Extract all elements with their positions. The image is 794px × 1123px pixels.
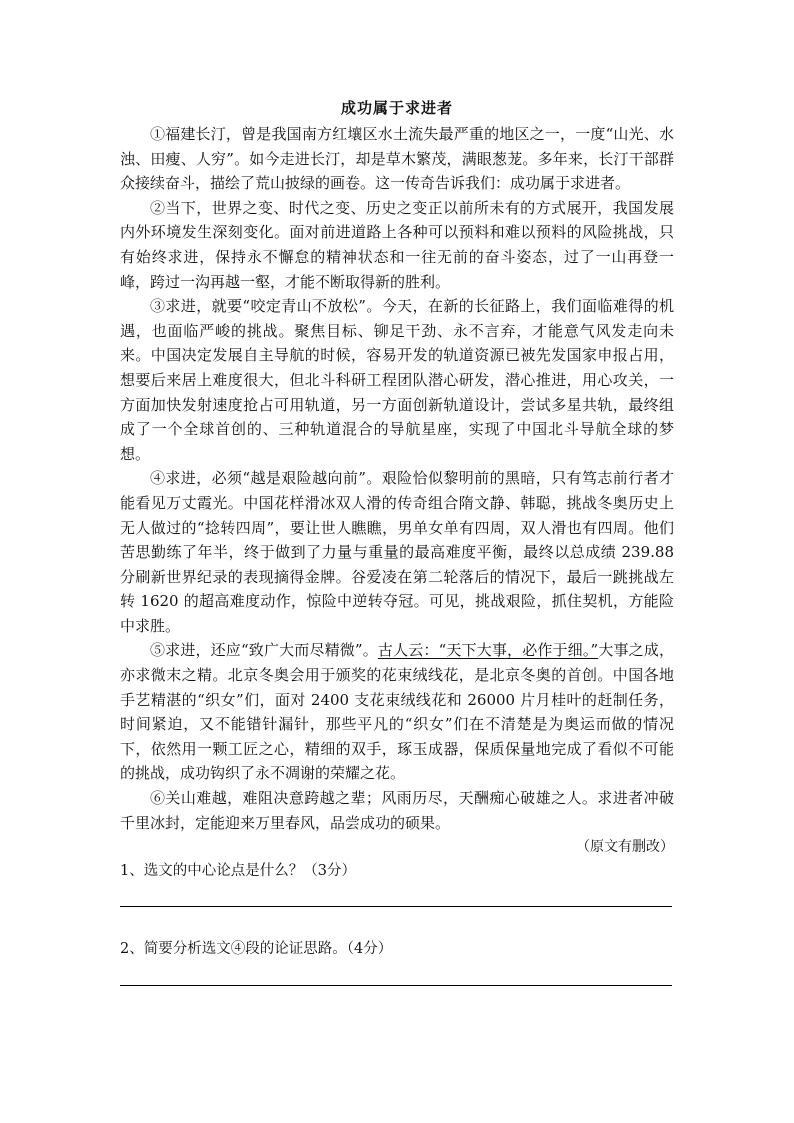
reading-passage [120, 96, 674, 986]
question-1: 1、选文的中心论点是什么？（3分） [120, 863, 356, 880]
paragraph-2: ②当下，世界之变、时代之变、历史之变正以前所未有的方式展开，我国发展内外环境发生深刻变化。面对前进道路上各种可以预料和难以预料的风险挑战，只有始终求进，保持永不懈怠的精神状态和一往无前的奋斗姿态，过了一山再登一峰，跨过一沟再越一壑，才能不断取得新的胜利。 [120, 198, 674, 291]
paragraph-5-body: 大事之成，亦求微末之精。北京冬奥会用于颁奖的花束绒线花，是北京冬奥的首创。中国各地手艺精湛的“织女”们，面对 2400 支花束绒线花和 26000 片月桂叶的赶制任务，时间紧迫，又不能错针漏针，那些平凡的“织女”们在不清楚是为奥运而做的情况下，依然用一颗工匠之心，精细的双手，琢玉成器，保质保量地完成了看似不可能的挑战，成功钩织了永不凋谢的荣耀之花。 [120, 641, 674, 783]
paragraph-5-underlined-quote: 古人云：“天下大事，必作于细。” [377, 641, 599, 660]
source-note: （原文有删改） [576, 839, 674, 856]
paragraph-5-intro: ⑤求进，还应“致广大而尽精微”。 [150, 641, 378, 660]
paragraph-3: ③求进，就要“咬定青山不放松”。今天，在新的长征路上，我们面临难得的机遇，也面临严峻的挑战。聚焦目标、铆足干劲、永不言弃，才能意气风发走向未来。中国决定发展自主导航的时候，容易开发的轨道资源已被先发国家申报占用，想要后来居上难度很大，但北斗科研工程团队潜心研发，潜心推进，用心攻关，一方面加快发射速度抢占可用轨道，另一方面创新轨道设计，尝试多星共轨，最终组成了一个全球首创的、三种轨道混合的导航星座，实现了中国北斗导航全球的梦想。 [120, 297, 674, 463]
paragraph-4: ④求进，必须“越是艰险越向前”。艰险恰似黎明前的黑暗，只有笃志前行者才能看见万丈霞光。中国花样滑冰双人滑的传奇组合隋文静、韩聪，挑战冬奥历史上无人做过的“捻转四周”，要让世人瞧瞧，男单女单有四周，双人滑也有四周。他们苦思勤练了年半，终于做到了力量与重量的最高难度平衡，最终以总成绩 239.88 分刷新世界纪录的表现摘得金牌。谷爱凌在第二轮落后的情况下，最后一跳挑战左转 1620 的超高难度动作，惊险中逆转夺冠。可见，挑战艰险，抓住契机，方能险中求胜。 [120, 469, 674, 635]
paragraph-5 [120, 638, 674, 786]
paragraph-1: ①福建长汀，曾是我国南方红壤区水土流失最严重的地区之一，一度“山光、水浊、田瘦、人穷”。如今走进长汀，却是草木繁茂，满眼葱茏。多年来，长汀干部群众接续奋斗，描绘了荒山披绿的画卷。这一传奇告诉我们：成功属于求进者。 [120, 125, 674, 193]
answer-line-2[interactable] [120, 985, 672, 986]
question-2: 2、简要分析选文④段的论证思路。（4分） [120, 941, 393, 958]
paragraph-6: ⑥关山难越，难阻决意跨越之辈；风雨历尽，天酬痴心破雄之人。求进者冲破千里冰封，定能迎来万里春风，品尝成功的硕果。 [120, 789, 674, 832]
passage-title: 成功属于求进者 [340, 99, 453, 117]
answer-line-1[interactable] [120, 906, 672, 907]
